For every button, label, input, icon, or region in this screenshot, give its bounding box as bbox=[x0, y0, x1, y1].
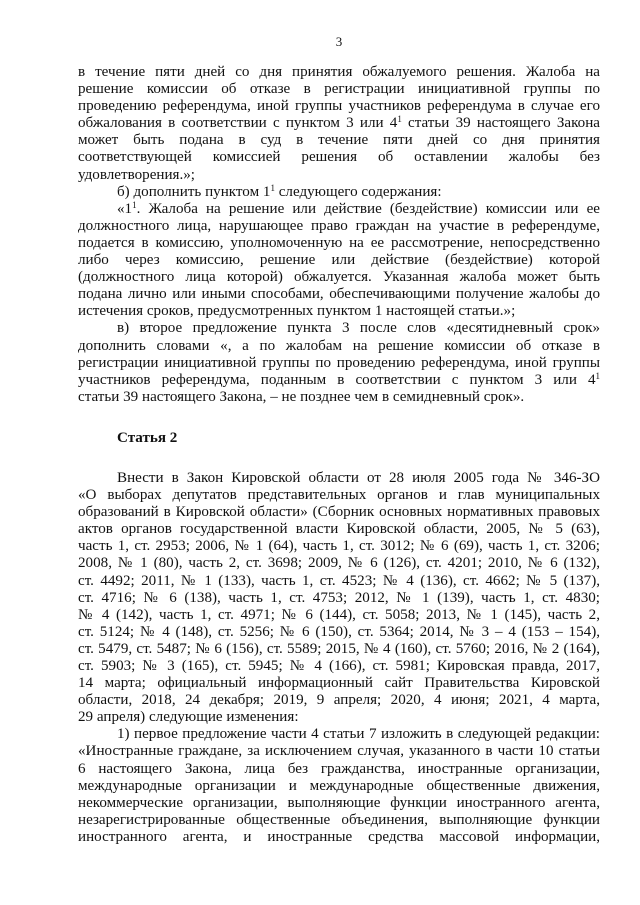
text-line: некоммерческие организации, выполняющие функции иностранного агента, bbox=[78, 794, 600, 811]
text-line: ст. 4716; № 6 (138), часть 1, ст. 4753; 2012, № 1 (139), часть 1, ст. 4830; bbox=[78, 589, 600, 606]
text-line: 1) первое предложение части 4 статьи 7 изложить в следующей редакции: bbox=[117, 726, 600, 743]
text-line: № 4 (142), часть 1, ст. 4971; № 6 (144), ст. 5058; 2013, № 1 (145), часть 2, bbox=[78, 606, 600, 623]
text-line: соответствующей комиссией решения об оставлении жалобы без bbox=[78, 149, 600, 166]
page-number: 3 bbox=[335, 34, 343, 49]
text-line: 2008, № 1 (80), часть 2, ст. 3698; 2009, № 6 (126), ст. 4201; 2010, № 6 (132), bbox=[78, 555, 600, 572]
text-line: международные организации и международные общественные движения, bbox=[78, 777, 600, 794]
text-line: «Иностранные граждане, за исключением случая, указанного в части 10 статьи bbox=[78, 743, 600, 760]
text-line: 14 марта; официальный информационный сайт Правительства Кировской bbox=[78, 675, 600, 692]
text-line: образований в Кировской области» (Сборник основных нормативных правовых bbox=[78, 504, 600, 521]
text-line: ст. 5124; № 4 (148), ст. 5256; № 6 (150), ст. 5364; 2014, № 3 – 4 (153 – 154), bbox=[78, 623, 600, 640]
text-line: проведению референдума, иной группы участников референдума в случае его bbox=[78, 98, 600, 115]
text-line: обжалования в соответствии с пунктом 3 или $4^1$ статьи 39 настоящего Закона bbox=[78, 114, 600, 132]
text-line: б) дополнить пунктом $1^1$ следующего содержания: bbox=[117, 182, 442, 200]
text-line: регистрации инициативной группы по проведению референдума, иной группы bbox=[78, 354, 600, 371]
text-line: истечения сроков, предусмотренных пунктом 1 настоящей статьи.»; bbox=[78, 303, 516, 320]
superscript: 1 bbox=[270, 182, 275, 193]
text-line: 6 настоящего Закона, лица без гражданства, иностранные организации, bbox=[78, 760, 600, 777]
text-line: Внести в Закон Кировской области от 28 июля 2005 года № 346-ЗО bbox=[117, 469, 600, 486]
text-line: часть 1, ст. 2953; 2006, № 1 (64), часть 1, ст. 3012; № 6 (69), часть 1, ст. 3206; bbox=[78, 538, 600, 555]
text-line: подается в комиссию, уполномоченную на ее рассмотрение, непосредственно bbox=[78, 234, 600, 251]
superscript: 1 bbox=[397, 114, 402, 125]
text-line: 29 апреля) следующие изменения: bbox=[78, 709, 299, 726]
text-line: незарегистрированные общественные объединения, выполняющие функции bbox=[78, 811, 600, 828]
text-line: удовлетворения.»; bbox=[78, 166, 196, 183]
text-line: (должностного лица которой) обжалуется. Указанная жалоба может быть bbox=[78, 269, 600, 286]
text-line: участников референдума, поданным в соответствии с пунктом 3 или $4^1$ bbox=[78, 370, 600, 388]
text-line: статьи 39 настоящего Закона, – не позднее чем в семидневный срок». bbox=[78, 388, 525, 405]
superscript: 1 bbox=[132, 199, 137, 210]
text-line: ст. 4492; 2011, № 1 (133), часть 1, ст. 4523; № 4 (136), ст. 4662; № 5 (137), bbox=[78, 572, 600, 589]
text-line: либо через комиссию, решение или действие (бездействие) которой bbox=[78, 252, 600, 269]
superscript: 1 bbox=[595, 370, 600, 381]
text-line: решение комиссии об отказе в регистрации инициативной группы по bbox=[78, 81, 600, 98]
text-line: в) второе предложение пункта 3 после слов «десятидневный срок» bbox=[117, 320, 600, 337]
text-line: в течение пяти дней со дня принятия обжалуемого решения. Жалоба на bbox=[78, 64, 600, 80]
text-line: «О выборах депутатов представительных органов и глав муниципальных bbox=[78, 487, 600, 504]
text-line: подана лично или иными способами, обеспечивающими получение жалобы до bbox=[78, 286, 600, 303]
text-line: актов органов государственной власти Кировской области, 2005, № 5 (63), bbox=[78, 521, 600, 538]
text-line: области, 2018, 24 декабря; 2019, 9 апреля; 2020, 4 июня; 2021, 4 марта, bbox=[78, 692, 600, 709]
text-line: ст. 5903; № 3 (165), ст. 5945; № 4 (166), ст. 5981; Кировская правда, 2017, bbox=[78, 658, 600, 674]
text-line: дополнить словами «, а по жалобам на решение комиссии об отказе в bbox=[78, 337, 600, 354]
text-line: «$1^1$. Жалоба на решение или действие (бездействие) комиссии или ее bbox=[117, 199, 600, 217]
text-line: может быть подана в суд в течение пяти дней со дня принятия bbox=[78, 132, 600, 149]
text-line: ст. 5479, ст. 5487; № 6 (156), ст. 5589; 2015, № 4 (160), ст. 5760; 2016, № 2 (164), bbox=[78, 640, 600, 657]
text-line: иностранного агента, и иностранные средства массовой информации, bbox=[78, 828, 600, 845]
text-line: должностного лица, нарушающее право граждан на участие в референдуме, bbox=[78, 217, 600, 234]
article-heading: Статья 2 bbox=[117, 429, 178, 446]
